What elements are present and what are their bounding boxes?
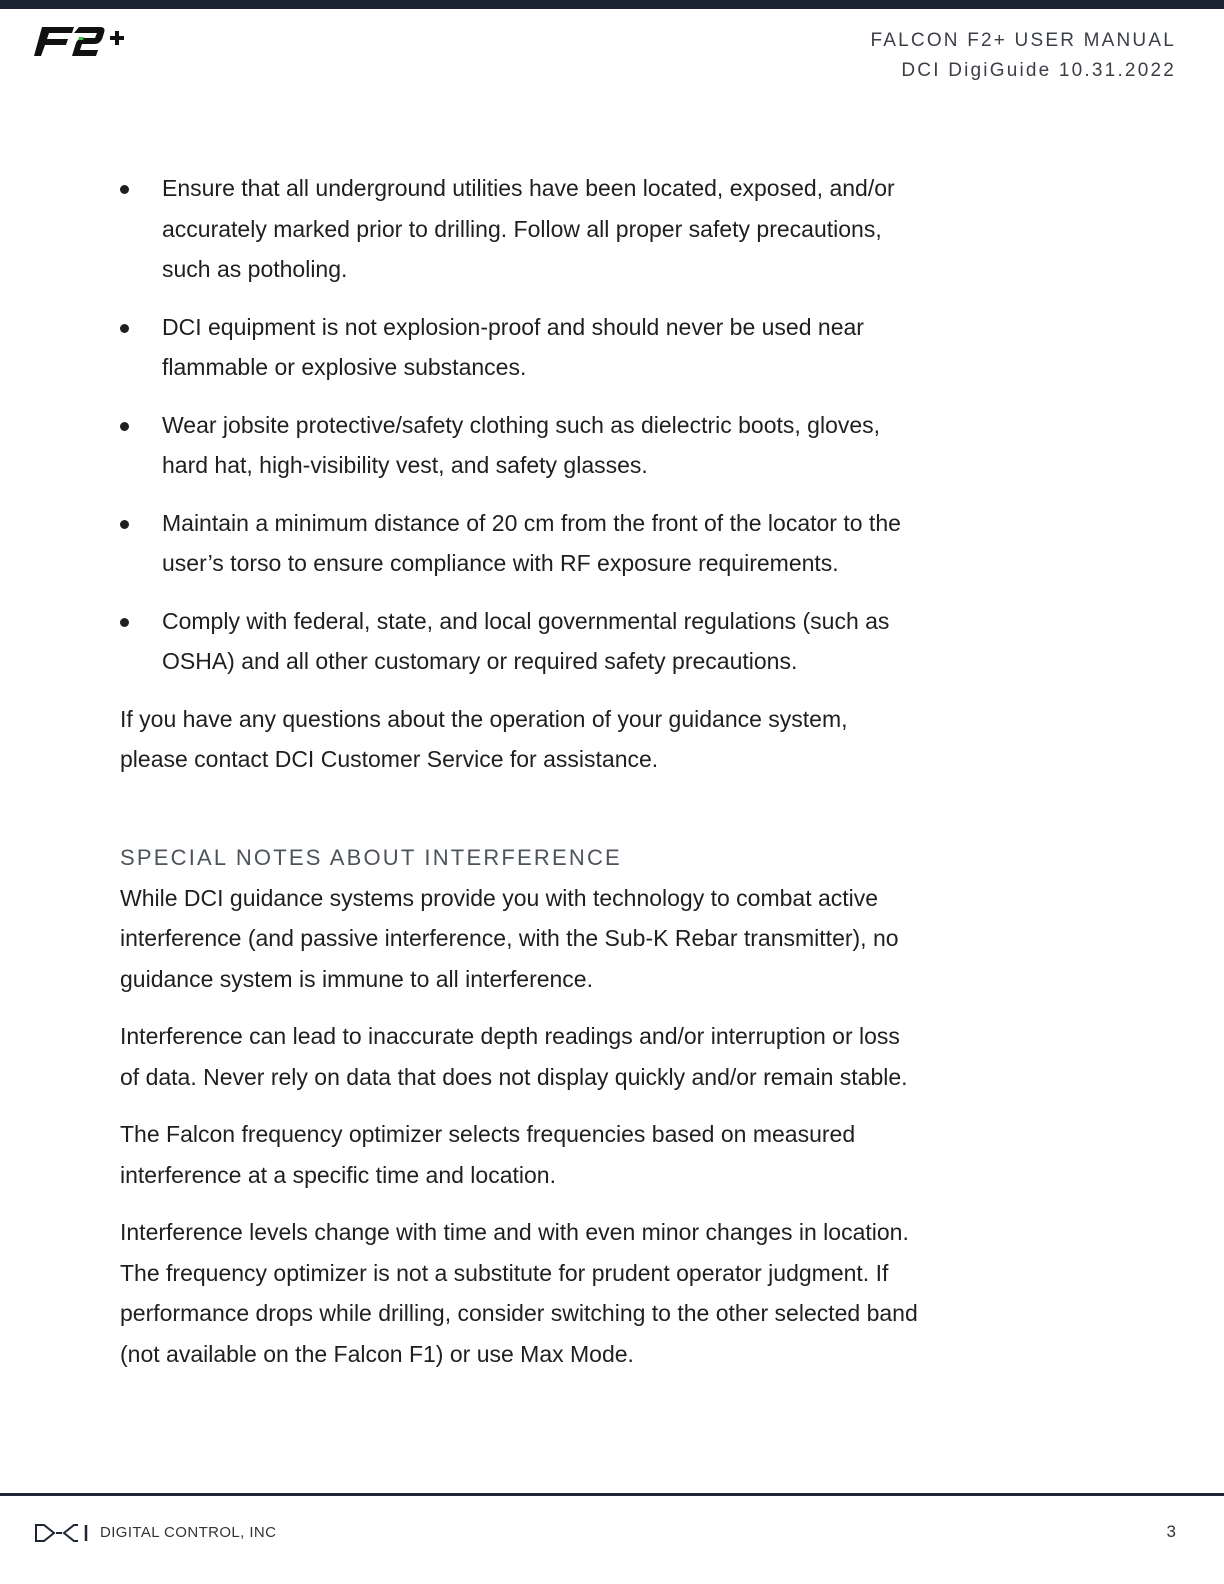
bullet-icon <box>120 324 129 333</box>
bullet-text: Comply with federal, state, and local governmental regulations (such as OSHA) and all other customary or required safety precautions. <box>162 607 890 674</box>
page-number: 3 <box>1166 1522 1176 1541</box>
bullet-text: DCI equipment is not explosion-proof and should never be used near flammable or explosive substances. <box>162 313 864 380</box>
guide-version: DCI DigiGuide 10.31.2022 <box>901 60 1176 81</box>
interference-paragraph: While DCI guidance systems provide you with technology to combat active interference (and passive interference, with the Sub-K Rebar transmitter), no guidance system is immune to all interference. <box>120 884 899 992</box>
bullet-icon <box>120 185 129 194</box>
main-content <box>120 168 920 1391</box>
interference-paragraph: Interference levels change with time and with even minor changes in location. The frequency optimizer is not a substitute for prudent operator judgment. If performance drops while drilling, consider switching to the other selected band (not available on the Falcon F1) or use Max Mode. <box>120 1219 918 1367</box>
page-header <box>871 26 1177 86</box>
bullet-icon <box>120 618 129 627</box>
contact-paragraph: If you have any questions about the operation of your guidance system, please contact DCI Customer Service for assistance. <box>120 705 848 772</box>
top-bar <box>0 0 1224 9</box>
list-item <box>120 168 920 290</box>
section-heading: SPECIAL NOTES ABOUT INTERFERENCE <box>120 844 622 870</box>
bullet-text: Wear jobsite protective/safety clothing such as dielectric boots, gloves, hard hat, high-visibility vest, and safety glasses. <box>162 411 881 478</box>
list-item <box>120 405 920 486</box>
safety-bullet-list <box>120 168 920 682</box>
f2-plus-logo <box>34 24 126 60</box>
bullet-text: Ensure that all underground utilities have been located, exposed, and/or accurately marked prior to drilling. Follow all proper safety precautions, such as potholing. <box>162 175 895 282</box>
manual-title: FALCON F2+ USER MANUAL <box>870 30 1176 51</box>
bullet-icon <box>120 422 129 431</box>
list-item <box>120 503 920 584</box>
bullet-text: Maintain a minimum distance of 20 cm from the front of the locator to the user’s torso to ensure compliance with RF exposure requirements. <box>162 509 901 576</box>
bullet-icon <box>120 520 129 529</box>
footer-rule <box>0 1493 1224 1496</box>
list-item <box>120 601 920 682</box>
dci-logo-icon <box>35 1524 89 1542</box>
list-item <box>120 307 920 388</box>
footer-company-name: DIGITAL CONTROL, INC <box>100 1524 277 1541</box>
interference-paragraph: The Falcon frequency optimizer selects frequencies based on measured interference at a specific time and location. <box>120 1121 856 1188</box>
interference-paragraph: Interference can lead to inaccurate depth readings and/or interruption or loss of data. Never rely on data that does not display quickly and/or remain stable. <box>120 1023 908 1090</box>
